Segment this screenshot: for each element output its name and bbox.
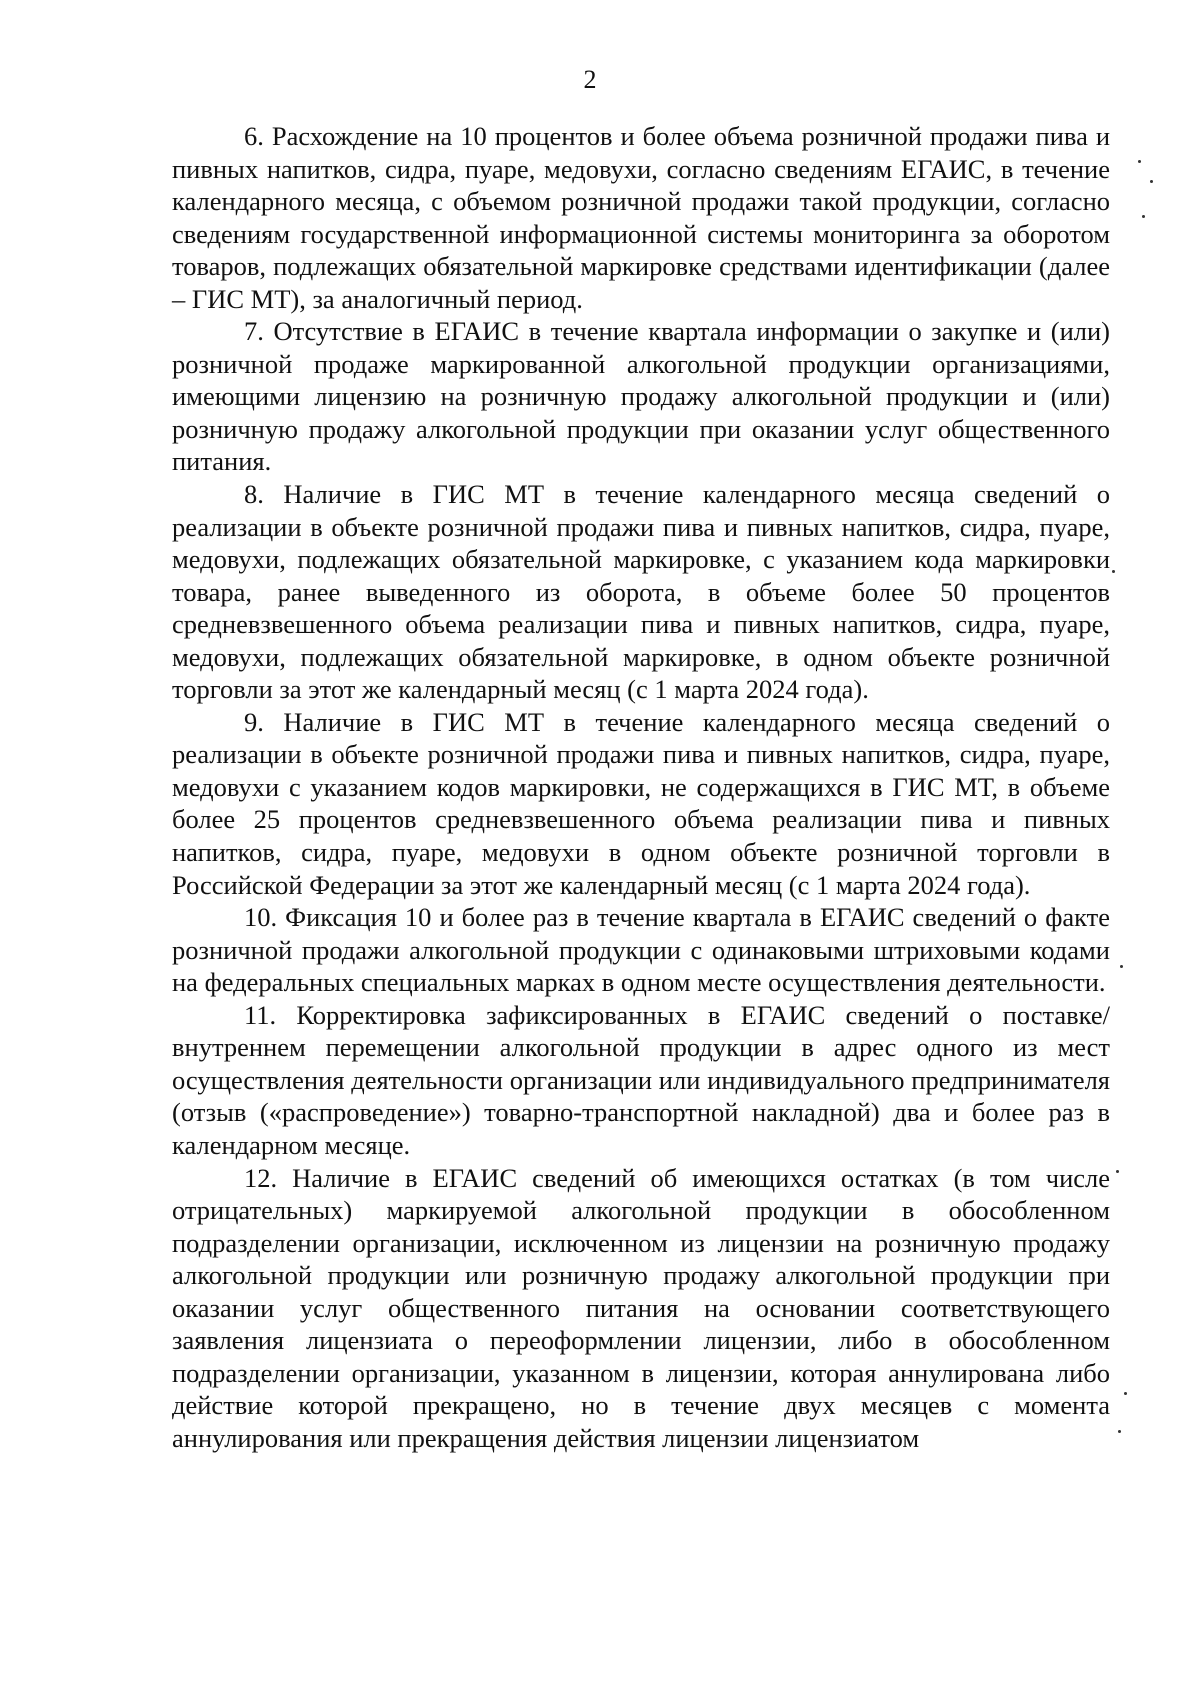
paragraph-item-7: 7. Отсутствие в ЕГАИС в течение квартала информации о закупке и (или) розничной продаже маркированной алкогольной продукции организациями, имеющими лицензию на розничную продажу алкогольной продукции и (или) розничную продажу алкогольной продукции при оказании услуг общественного питания. bbox=[172, 316, 1110, 477]
paragraph-item-10: 10. Фиксация 10 и более раз в течение квартала в ЕГАИС сведений о факте розничной продажи алкогольной продукции с одинаковыми штриховыми кодами на федеральных специальных марках в одном месте осуществления деятельности. bbox=[172, 902, 1110, 998]
document-body bbox=[172, 120, 1110, 1454]
scan-speck bbox=[1150, 180, 1153, 183]
paragraph-item-8: 8. Наличие в ГИС МТ в течение календарного месяца сведений о реализации в объекте розничной продажи пива и пивных напитков, сидра, пуаре, медовухи, подлежащих обязательной маркировке, с указанием кода маркировки товара, ранее выведенного из оборота, в объеме более 50 процентов средневзвешенного объема реализации пива и пивных напитков, сидра, пуаре, медовухи, подлежащих обязательной маркировке, в одном объекте розничной торговли за этот же календарный месяц (с 1 марта 2024 года). bbox=[172, 479, 1110, 705]
scan-speck bbox=[1138, 160, 1141, 163]
scan-speck bbox=[1120, 965, 1123, 968]
scan-speck bbox=[1118, 1430, 1121, 1433]
paragraph-item-6: 6. Расхождение на 10 процентов и более объема розничной продажи пива и пивных напитков, сидра, пуаре, медовухи, согласно сведениям ЕГАИС, в течение календарного месяца, с объемом розничной продажи такой продукции, согласно сведениям государственной информационной системы мониторинга за оборотом товаров, подлежащих обязательной маркировке средствами идентификации (далее – ГИС МТ), за аналогичный период. bbox=[172, 121, 1110, 314]
scan-speck bbox=[1116, 1170, 1119, 1173]
scan-speck bbox=[1142, 215, 1145, 218]
page-number: 2 bbox=[583, 65, 597, 94]
paragraph-item-9: 9. Наличие в ГИС МТ в течение календарного месяца сведений о реализации в объекте розничной продажи пива и пивных напитков, сидра, пуаре, медовухи с указанием кодов маркировки, не содержащихся в ГИС МТ, в объеме более 25 процентов средневзвешенного объема реализации пива и пивных напитков, сидра, пуаре, медовухи в одном объекте розничной торговли в Российской Федерации за этот же календарный месяц (с 1 марта 2024 года). bbox=[172, 706, 1110, 900]
scan-speck bbox=[1124, 1392, 1127, 1395]
paragraph-item-11: 11. Корректировка зафиксированных в ЕГАИС сведений о поставке/ внутреннем перемещении алкогольной продукции в адрес одного из мест осуществления деятельности организации или индивидуального предпринимателя (отзыв («распроведение») товарно-транспортной накладной) два и более раз в календарном месяце. bbox=[172, 999, 1110, 1160]
scan-speck bbox=[1112, 570, 1115, 573]
paragraph-item-12: 12. Наличие в ЕГАИС сведений об имеющихся остатках (в том числе отрицательных) маркируемой алкогольной продукции в обособленном подразделении организации, исключенном из лицензии на розничную продажу алкогольной продукции или розничную продажу алкогольной продукции при оказании услуг общественного питания на основании соответствующего заявления лицензиата о переоформлении лицензии, либо в обособленном подразделении организации, указанном в лицензии, которая аннулирована либо действие которой прекращено, но в течение двух месяцев с момента аннулирования или прекращения действия лицензии лицензиатом bbox=[172, 1162, 1110, 1453]
